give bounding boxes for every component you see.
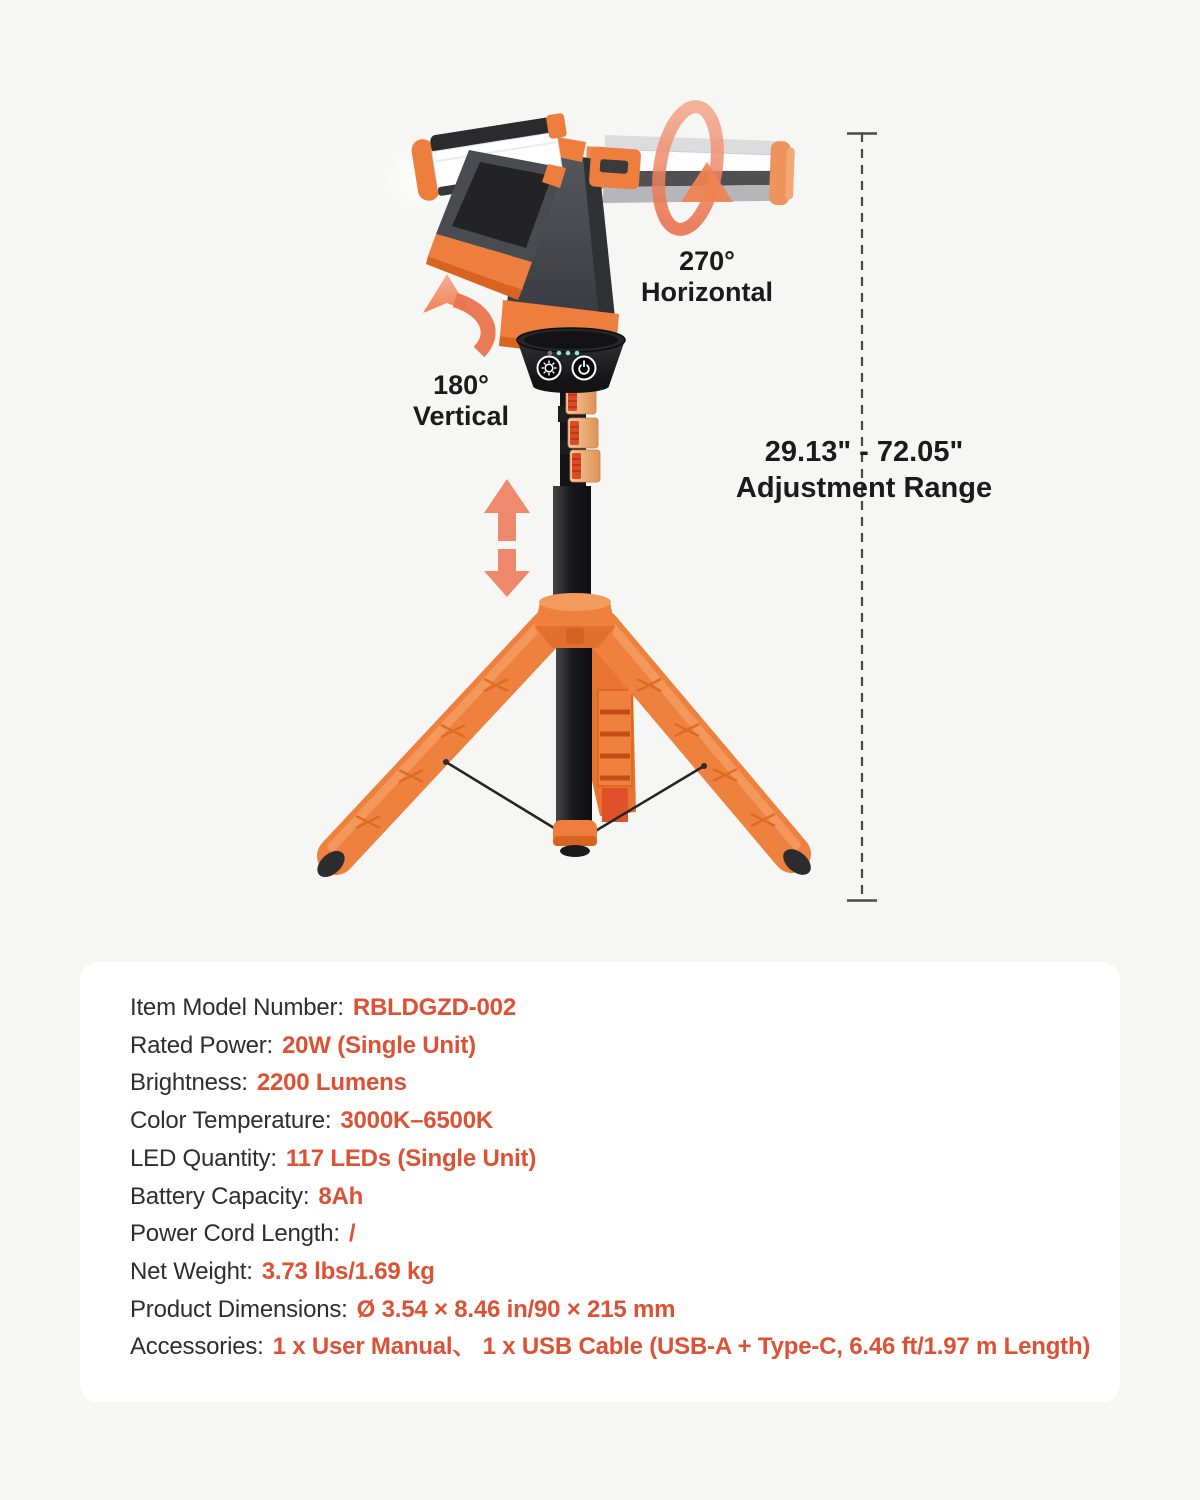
spec-label: Net Weight: xyxy=(130,1257,253,1285)
spec-value: 1 x User Manual、 1 x USB Cable (USB-A + Type-C, 6.46 ft/1.97 m Length) xyxy=(272,1333,1091,1361)
tripod-hub xyxy=(535,593,615,648)
height-range-label: Adjustment Range xyxy=(735,472,993,504)
spec-value: 3.73 lbs/1.69 kg xyxy=(261,1257,435,1285)
spec-row-product-dimensions xyxy=(130,1291,1084,1329)
spec-label: LED Quantity: xyxy=(130,1144,277,1172)
tripod-leg-left xyxy=(312,621,549,882)
spec-value: Ø 3.54 × 8.46 in/90 × 215 mm xyxy=(356,1295,676,1323)
spec-label: Accessories: xyxy=(130,1333,264,1361)
spec-value: 117 LEDs (Single Unit) xyxy=(285,1144,537,1172)
vertical-rotation-degrees: 180° xyxy=(433,370,489,400)
spec-value: / xyxy=(348,1220,356,1248)
horizontal-rotation-degrees: 270° xyxy=(679,246,735,276)
spec-value: 20W (Single Unit) xyxy=(282,1031,476,1059)
spec-label: Battery Capacity: xyxy=(130,1182,310,1210)
spec-label: Rated Power: xyxy=(130,1031,274,1059)
spec-row-brightness xyxy=(130,1064,1084,1102)
vertical-rotation-label: Vertical xyxy=(412,401,510,431)
annotation-horizontal-rotation xyxy=(547,246,867,308)
spec-label: Item Model Number: xyxy=(130,994,344,1021)
spec-label: Product Dimensions: xyxy=(130,1295,348,1323)
annotation-vertical-rotation xyxy=(301,370,621,432)
spec-row-power-cord-length xyxy=(130,1215,1084,1253)
spec-label: Color Temperature: xyxy=(130,1107,332,1135)
spec-row-rated-power xyxy=(130,1027,1084,1065)
spec-row-model-number xyxy=(130,989,1084,1027)
spec-value: RBLDGZD-002 xyxy=(352,994,516,1021)
spec-value: 8Ah xyxy=(318,1182,364,1210)
spec-card xyxy=(80,962,1120,1402)
spec-row-led-quantity xyxy=(130,1140,1084,1178)
spec-label: Brightness: xyxy=(130,1069,248,1097)
vertical-rotation-arrow-icon xyxy=(423,274,488,352)
height-range-values: 29.13" - 72.05" xyxy=(764,436,964,468)
annotation-height-range xyxy=(664,434,1064,506)
spec-value: 3000K–6500K xyxy=(340,1107,493,1135)
up-down-arrows-icon xyxy=(484,479,530,597)
spec-label: Power Cord Length: xyxy=(130,1220,340,1248)
spec-row-color-temperature xyxy=(130,1102,1084,1140)
spec-row-net-weight xyxy=(130,1253,1084,1291)
spec-row-accessories xyxy=(130,1328,1091,1366)
horizontal-rotation-label: Horizontal xyxy=(641,277,773,307)
spec-row-battery-capacity xyxy=(130,1178,1084,1216)
pole-foot xyxy=(553,820,597,857)
spec-value: 2200 Lumens xyxy=(256,1069,407,1097)
